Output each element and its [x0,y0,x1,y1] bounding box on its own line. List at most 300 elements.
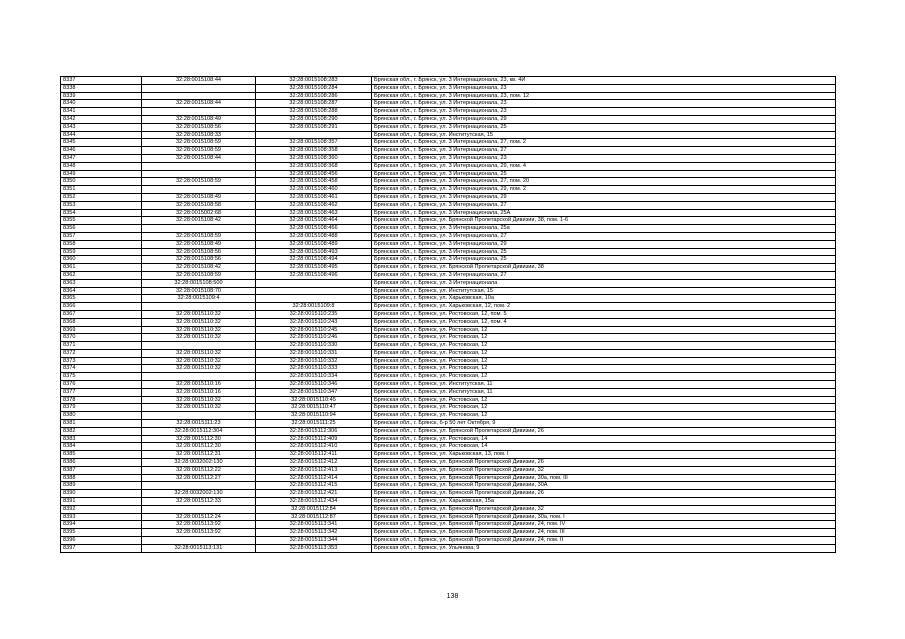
row-number-cell: 8382 [61,427,142,435]
table-row [61,318,836,326]
parent-cadastral-number-cell [142,412,256,420]
row-number-cell: 8367 [61,310,142,318]
row-number-cell: 8351 [61,186,142,194]
row-number-cell: 8365 [61,295,142,303]
address-cell: Брянская обл., г. Брянск, ул. 3 Интернационала, 25А [372,209,836,217]
parent-cadastral-number-cell: 32:28:0032002:130 [142,490,256,498]
parent-cadastral-number-cell [142,108,256,116]
parent-cadastral-number-cell: 32:28:0015110:32 [142,349,256,357]
object-cadastral-number-cell: 32:28:0015108:287 [256,100,372,108]
object-cadastral-number-cell: 32:28:0015108:463 [256,209,372,217]
table-row [61,498,836,506]
parent-cadastral-number-cell: 32:28:0015108:59 [142,178,256,186]
table-row [61,388,836,396]
table-row [61,271,836,279]
object-cadastral-number-cell [256,295,372,303]
table-row [61,92,836,100]
address-cell: Брянская обл., г. Брянск, ул. Ростовская, 14 [372,443,836,451]
parent-cadastral-number-cell: 32:28:0015110:32 [142,334,256,342]
address-cell: Брянская обл., г. Брянск, ул. 3 Интернационала, 27 [372,271,836,279]
object-cadastral-number-cell: 32:28:0015112:409 [256,435,372,443]
parent-cadastral-number-cell: 32:28:0015112:304 [142,427,256,435]
row-number-cell: 8394 [61,521,142,529]
address-cell: Брянская обл., г. Брянск, ул. Брянской Пролетарской Дивизии, 30а, пом. I [372,513,836,521]
table-row [61,147,836,155]
table-body [61,77,836,553]
table-row [61,256,836,264]
parent-cadastral-number-cell: 32:28:0015108:500 [142,279,256,287]
object-cadastral-number-cell: 32:28:0015110:246 [256,334,372,342]
address-cell: Брянская обл., г. Брянск, ул. Брянской Пролетарской Дивизии, 32 [372,466,836,474]
object-cadastral-number-cell: 32:28:0015110:333 [256,365,372,373]
row-number-cell: 8345 [61,139,142,147]
object-cadastral-number-cell: 32:28:0015108:496 [256,271,372,279]
table-row [61,178,836,186]
address-cell: Брянская обл., г. Брянск, ул. 3 Интернационала, 27 [372,232,836,240]
address-cell: Брянская обл., г. Брянск, ул. 3 Интернационала, 25 [372,248,836,256]
parent-cadastral-number-cell: 32:28:0015108:42 [142,217,256,225]
address-cell: Брянская обл., г. Брянск, ул. Брянской Пролетарской Дивизии, 26 [372,427,836,435]
address-cell: Брянская обл., г. Брянск, ул. 3 Интернационала, 23, кв. 4И [372,77,836,85]
row-number-cell: 8343 [61,123,142,131]
row-number-cell: 8355 [61,217,142,225]
object-cadastral-number-cell: 32:28:0015113:353 [256,544,372,552]
object-cadastral-number-cell: 32:28:0015113:342 [256,529,372,537]
address-cell: Брянская обл., г. Брянск, ул. Ростовская, 12, пом. 5 [372,310,836,318]
address-cell: Брянская обл., г. Брянск, ул. 3 Интернационала, 27 [372,201,836,209]
parent-cadastral-number-cell: 32:28:0015108:56 [142,123,256,131]
table-row [61,342,836,350]
row-number-cell: 8346 [61,147,142,155]
object-cadastral-number-cell: 32:28:0015110:235 [256,310,372,318]
object-cadastral-number-cell: 32:28:0015110:347 [256,388,372,396]
table-row [61,303,836,311]
row-number-cell: 8361 [61,264,142,272]
object-cadastral-number-cell: 32:28:0015108:495 [256,264,372,272]
object-cadastral-number-cell: 32:28:0015110:47 [256,404,372,412]
object-cadastral-number-cell: 32:28:0015108:493 [256,248,372,256]
address-cell: Брянская обл., г. Брянск, ул. Ростовская, 12, пом. 4 [372,318,836,326]
row-number-cell: 8363 [61,279,142,287]
parent-cadastral-number-cell: 32:28:0015108:59 [142,232,256,240]
address-cell: Брянская обл., г. Брянск, ул. Харьковская, 10а [372,295,836,303]
parent-cadastral-number-cell [142,537,256,545]
row-number-cell: 8386 [61,459,142,467]
table-row [61,108,836,116]
address-cell: Брянская обл., г. Брянск, ул. Харьковская, 12, пом. 2 [372,303,836,311]
address-cell: Брянская обл., г. Брянск, ул. Брянской Пролетарской Дивизии, 24, пом. III [372,529,836,537]
table-row [61,295,836,303]
table-row [61,123,836,131]
table-row [61,287,836,295]
address-cell: Брянская обл., г. Брянск, ул. 3 Интернационала, 29 [372,240,836,248]
object-cadastral-number-cell: 32:28:0015110:334 [256,373,372,381]
table-row [61,115,836,123]
row-number-cell: 8376 [61,381,142,389]
row-number-cell: 8356 [61,225,142,233]
table-row [61,443,836,451]
address-cell: Брянская обл., г. Брянск, ул. 3 Интернационала, 25а [372,225,836,233]
parent-cadastral-number-cell [142,303,256,311]
row-number-cell: 8342 [61,115,142,123]
parent-cadastral-number-cell [142,505,256,513]
object-cadastral-number-cell: 32:28:0015112:414 [256,474,372,482]
row-number-cell: 8395 [61,529,142,537]
table-row [61,170,836,178]
parent-cadastral-number-cell: 32:28:0015112:22 [142,466,256,474]
address-cell: Брянская обл., г. Брянск, ул. 3 Интернационала, 29 [372,193,836,201]
table-row [61,521,836,529]
address-cell: Брянская обл., г. Брянск, ул. Институтская, 15 [372,131,836,139]
row-number-cell: 8385 [61,451,142,459]
object-cadastral-number-cell: 32:28:0015112:87 [256,513,372,521]
object-cadastral-number-cell: 32:28:0015110:94 [256,412,372,420]
parent-cadastral-number-cell: 32:28:0015113:131 [142,544,256,552]
table-row [61,279,836,287]
parent-cadastral-number-cell: 32:28:0015110:16 [142,381,256,389]
parent-cadastral-number-cell: 32:28:0015112:30 [142,443,256,451]
parent-cadastral-number-cell: 32:28:0015108:56 [142,256,256,264]
address-cell: Брянская обл., г. Брянск, ул. 3 Интернационала [372,279,836,287]
row-number-cell: 8352 [61,193,142,201]
address-cell: Брянская обл., г. Брянск, ул. Ростовская, 12 [372,334,836,342]
parent-cadastral-number-cell: 32:28:0015110:16 [142,388,256,396]
object-cadastral-number-cell: 32:28:0015108:290 [256,115,372,123]
object-cadastral-number-cell [256,131,372,139]
address-cell: Брянская обл., г. Брянск, ул. 3 Интернационала, 23, пом. 12 [372,92,836,100]
object-cadastral-number-cell: 32:28:0015112:421 [256,490,372,498]
table-row [61,427,836,435]
address-cell: Брянская обл., г. Брянск, ул. 3 Интернационала, 27 [372,147,836,155]
table-row [61,349,836,357]
address-cell: Брянская обл., г. Брянск, ул. Ростовская, 12 [372,373,836,381]
object-cadastral-number-cell: 32:28:0015110:330 [256,342,372,350]
address-cell: Брянская обл., г. Брянск, ул. 3 Интернационала, 23 [372,100,836,108]
object-cadastral-number-cell: 32:28:0015108:360 [256,154,372,162]
address-cell: Брянская обл., г. Брянск, ул. 3 Интернационала, 23 [372,84,836,92]
row-number-cell: 8389 [61,482,142,490]
address-cell: Брянская обл., г. Брянск, ул. Ростовская, 14 [372,435,836,443]
address-cell: Брянская обл., г. Брянск, ул. Ульянова, 9 [372,544,836,552]
address-cell: Брянская обл., г. Брянск, ул. 3 Интернационала, 29, пом. 4 [372,162,836,170]
table-row [61,201,836,209]
row-number-cell: 8340 [61,100,142,108]
address-cell: Брянская обл., г. Брянск, ул. Брянской Пролетарской Дивизии, 26 [372,459,836,467]
object-cadastral-number-cell [256,287,372,295]
parent-cadastral-number-cell: 32:28:0015002:68 [142,209,256,217]
object-cadastral-number-cell: 32:28:0015108:458 [256,178,372,186]
parent-cadastral-number-cell: 32:28:0015108:56 [142,248,256,256]
object-cadastral-number-cell: 32:28:0015112:411 [256,451,372,459]
parent-cadastral-number-cell: 32:28:0015108:33 [142,131,256,139]
object-cadastral-number-cell: 32:28:0015110:332 [256,357,372,365]
table-row [61,505,836,513]
object-cadastral-number-cell: 32:28:0015112:306 [256,427,372,435]
address-cell: Брянская обл., г. Брянск, ул. Брянской Пролетарской Дивизии, 32 [372,505,836,513]
parent-cadastral-number-cell [142,342,256,350]
parent-cadastral-number-cell: 32:28:0015108:59 [142,139,256,147]
address-cell: Брянская обл., г. Брянск, ул. Брянской Пролетарской Дивизии, 30а, пом. III [372,474,836,482]
address-cell: Брянская обл., г. Брянск, ул. Ростовская, 12 [372,404,836,412]
address-cell: Брянская обл., г. Брянск, ул. 3 Интернационала, 25 [372,256,836,264]
object-cadastral-number-cell: 32:28:0015112:413 [256,466,372,474]
row-number-cell: 8379 [61,404,142,412]
row-number-cell: 8387 [61,466,142,474]
row-number-cell: 8353 [61,201,142,209]
object-cadastral-number-cell: 32:28:0015112:412 [256,459,372,467]
parent-cadastral-number-cell: 32:28:0015110:32 [142,318,256,326]
address-cell: Брянская обл., г. Брянск, ул. Ростовская, 12 [372,365,836,373]
object-cadastral-number-cell: 32:28:0015110:45 [256,396,372,404]
table-row [61,490,836,498]
row-number-cell: 8354 [61,209,142,217]
address-cell: Брянская обл., г. Брянск, ул. Брянской Пролетарской Дивизии, 30А [372,482,836,490]
table-row [61,186,836,194]
row-number-cell: 8344 [61,131,142,139]
parent-cadastral-number-cell: 32:28:0015112:24 [142,513,256,521]
address-cell: Брянская обл., г. Брянск, ул. 3 Интернационала, 23 [372,108,836,116]
parent-cadastral-number-cell: 32:28:0015113:92 [142,521,256,529]
address-cell: Брянская обл., г. Брянск, ул. 3 Интернационала, 25 [372,170,836,178]
table-row [61,365,836,373]
address-cell: Брянская обл., г. Брянск, ул. Ростовская, 12 [372,357,836,365]
parent-cadastral-number-cell: 32:28:0032002:130 [142,459,256,467]
table-row [61,544,836,552]
object-cadastral-number-cell: 32:28:0015108:284 [256,84,372,92]
address-cell: Брянская обл., г. Брянск, ул. 3 Интернационала, 29 [372,115,836,123]
row-number-cell: 8360 [61,256,142,264]
table-row [61,193,836,201]
row-number-cell: 8392 [61,505,142,513]
object-cadastral-number-cell: 32:28:0015108:494 [256,256,372,264]
table-row [61,466,836,474]
address-cell: Брянская обл., г. Брянск, ул. 3 Интернационала, 27, пом. 2 [372,139,836,147]
table-row [61,162,836,170]
cadastral-table [60,76,836,553]
address-cell: Брянская обл., г. Брянск, ул. Харьковская, 13, пом. I [372,451,836,459]
object-cadastral-number-cell: 32:28:0015108:462 [256,201,372,209]
parent-cadastral-number-cell: 32:28:0015108:59 [142,271,256,279]
object-cadastral-number-cell: 32:28:0015113:341 [256,521,372,529]
row-number-cell: 8383 [61,435,142,443]
parent-cadastral-number-cell: 32:28:0015112:30 [142,435,256,443]
parent-cadastral-number-cell: 32:28:0015108:49 [142,115,256,123]
table-row [61,131,836,139]
address-cell: Брянская обл., г. Брянск, ул. Ростовская, 12 [372,412,836,420]
row-number-cell: 8377 [61,388,142,396]
table-row [61,529,836,537]
address-cell: Брянская обл., г. Брянск, ул. Институтская, 11 [372,388,836,396]
row-number-cell: 8378 [61,396,142,404]
parent-cadastral-number-cell [142,170,256,178]
table-row [61,209,836,217]
table-row [61,451,836,459]
row-number-cell: 8380 [61,412,142,420]
object-cadastral-number-cell: 32:28:0015113:344 [256,537,372,545]
parent-cadastral-number-cell: 32:28:0015110:32 [142,365,256,373]
row-number-cell: 8369 [61,326,142,334]
table-row [61,154,836,162]
table-row [61,412,836,420]
object-cadastral-number-cell: 32:28:0015108:291 [256,123,372,131]
parent-cadastral-number-cell: 32:28:0015110:32 [142,326,256,334]
parent-cadastral-number-cell: 32:28:0015109:4 [142,295,256,303]
parent-cadastral-number-cell: 32:28:0015108:44 [142,100,256,108]
address-cell: Брянская обл., г. Брянск, ул. Брянской Пролетарской Дивизии, 38 [372,264,836,272]
row-number-cell: 8381 [61,420,142,428]
object-cadastral-number-cell: 32:28:0015112:410 [256,443,372,451]
parent-cadastral-number-cell: 32:28:0015108:42 [142,264,256,272]
parent-cadastral-number-cell: 32:28:0015112:27 [142,474,256,482]
row-number-cell: 8348 [61,162,142,170]
table-row [61,459,836,467]
address-cell: Брянская обл., г. Брянск, ул. Институтская, 15 [372,287,836,295]
table-row [61,537,836,545]
parent-cadastral-number-cell [142,482,256,490]
object-cadastral-number-cell: 32:28:0015108:488 [256,232,372,240]
table-row [61,264,836,272]
parent-cadastral-number-cell [142,162,256,170]
row-number-cell: 8338 [61,84,142,92]
row-number-cell: 8347 [61,154,142,162]
parent-cadastral-number-cell [142,373,256,381]
table-row [61,248,836,256]
object-cadastral-number-cell: 32:28:0015108:368 [256,162,372,170]
address-cell: Брянская обл., г. Брянск, ул. Брянской Пролетарской Дивизии, 24, пом. IV [372,521,836,529]
table-row [61,310,836,318]
object-cadastral-number-cell: 32:28:0015108:460 [256,186,372,194]
object-cadastral-number-cell: 32:28:0015108:456 [256,170,372,178]
address-cell: Брянская обл., г. Брянск, ул. 3 Интернационала, 25 [372,123,836,131]
object-cadastral-number-cell: 32:28:0015111:25 [256,420,372,428]
address-cell: Брянская обл., г. Брянск, ул. 3 Интернационала, 27, пом. 20 [372,178,836,186]
address-cell: Брянская обл., г. Брянск, ул. Брянской Пролетарской Дивизии, 38, пом. 1-6 [372,217,836,225]
parent-cadastral-number-cell: 32:28:0015108:49 [142,240,256,248]
object-cadastral-number-cell: 32:28:0015110:243 [256,318,372,326]
table-row [61,217,836,225]
row-number-cell: 8370 [61,334,142,342]
parent-cadastral-number-cell: 32:28:0015108:70 [142,287,256,295]
object-cadastral-number-cell: 32:28:0015108:464 [256,217,372,225]
address-cell: Брянская обл., г. Брянск, ул. Институтская, 11 [372,381,836,389]
row-number-cell: 8366 [61,303,142,311]
parent-cadastral-number-cell [142,225,256,233]
parent-cadastral-number-cell: 32:28:0015111:23 [142,420,256,428]
object-cadastral-number-cell: 32:28:0015109:8 [256,303,372,311]
object-cadastral-number-cell: 32:28:0015110:245 [256,326,372,334]
row-number-cell: 8358 [61,240,142,248]
parent-cadastral-number-cell: 32:28:0015108:44 [142,154,256,162]
object-cadastral-number-cell: 32:28:0015108:358 [256,147,372,155]
table-row [61,100,836,108]
row-number-cell: 8375 [61,373,142,381]
row-number-cell: 8374 [61,365,142,373]
parent-cadastral-number-cell: 32:28:0015110:32 [142,396,256,404]
table-row [61,240,836,248]
parent-cadastral-number-cell: 32:28:0015110:32 [142,404,256,412]
address-cell: Брянская обл., г. Брянск, ул. Харьковская, 15а [372,498,836,506]
address-cell: Брянская обл., г. Брянск, ул. Брянской Пролетарской Дивизии, 24, пом. II [372,537,836,545]
row-number-cell: 8368 [61,318,142,326]
row-number-cell: 8396 [61,537,142,545]
table-row [61,139,836,147]
object-cadastral-number-cell: 32:28:0015108:288 [256,108,372,116]
parent-cadastral-number-cell: 32:28:0015110:32 [142,357,256,365]
table-row [61,77,836,85]
table-row [61,396,836,404]
table-row [61,326,836,334]
table-row [61,373,836,381]
row-number-cell: 8390 [61,490,142,498]
row-number-cell: 8393 [61,513,142,521]
row-number-cell: 8349 [61,170,142,178]
parent-cadastral-number-cell [142,84,256,92]
row-number-cell: 8397 [61,544,142,552]
parent-cadastral-number-cell: 32:28:0015110:32 [142,310,256,318]
table-row [61,482,836,490]
row-number-cell: 8357 [61,232,142,240]
table-row [61,232,836,240]
parent-cadastral-number-cell [142,92,256,100]
address-cell: Брянская обл., г. Брянск, б-р 50 лет Октября, 9 [372,420,836,428]
parent-cadastral-number-cell: 32:28:0015108:58 [142,201,256,209]
object-cadastral-number-cell: 32:28:0015112:84 [256,505,372,513]
object-cadastral-number-cell: 32:28:0015108:461 [256,193,372,201]
table-row [61,435,836,443]
row-number-cell: 8339 [61,92,142,100]
object-cadastral-number-cell: 32:28:0015108:283 [256,77,372,85]
row-number-cell: 8372 [61,349,142,357]
row-number-cell: 8384 [61,443,142,451]
parent-cadastral-number-cell: 32:28:0015112:33 [142,498,256,506]
row-number-cell: 8364 [61,287,142,295]
address-cell: Брянская обл., г. Брянск, ул. Ростовская, 12 [372,396,836,404]
table-row [61,381,836,389]
table-row [61,334,836,342]
parent-cadastral-number-cell: 32:28:0015113:92 [142,529,256,537]
parent-cadastral-number-cell: 32:28:0015108:44 [142,77,256,85]
object-cadastral-number-cell: 32:28:0015108:286 [256,92,372,100]
table-row [61,404,836,412]
row-number-cell: 8359 [61,248,142,256]
table-row [61,513,836,521]
address-cell: Брянская обл., г. Брянск, ул. 3 Интернационала, 23 [372,154,836,162]
object-cadastral-number-cell: 32:28:0015108:466 [256,225,372,233]
table-row [61,420,836,428]
address-cell: Брянская обл., г. Брянск, ул. 3 Интернационала, 29, пом. 2 [372,186,836,194]
address-cell: Брянская обл., г. Брянск, ул. Ростовская, 12 [372,349,836,357]
parent-cadastral-number-cell: 32:28:0015108:59 [142,147,256,155]
object-cadastral-number-cell: 32:28:0015110:331 [256,349,372,357]
row-number-cell: 8388 [61,474,142,482]
table-row [61,225,836,233]
row-number-cell: 8362 [61,271,142,279]
parent-cadastral-number-cell [142,186,256,194]
parent-cadastral-number-cell: 32:28:0015112:31 [142,451,256,459]
row-number-cell: 8373 [61,357,142,365]
address-cell: Брянская обл., г. Брянск, ул. Ростовская, 12 [372,342,836,350]
row-number-cell: 8371 [61,342,142,350]
object-cadastral-number-cell: 32:28:0015108:489 [256,240,372,248]
object-cadastral-number-cell [256,279,372,287]
table-row [61,84,836,92]
address-cell: Брянская обл., г. Брянск, ул. Ростовская, 12 [372,326,836,334]
parent-cadastral-number-cell: 32:28:0015108:49 [142,193,256,201]
page-number: 138 [446,593,459,600]
row-number-cell: 8341 [61,108,142,116]
row-number-cell: 8350 [61,178,142,186]
object-cadastral-number-cell: 32:28:0015110:346 [256,381,372,389]
